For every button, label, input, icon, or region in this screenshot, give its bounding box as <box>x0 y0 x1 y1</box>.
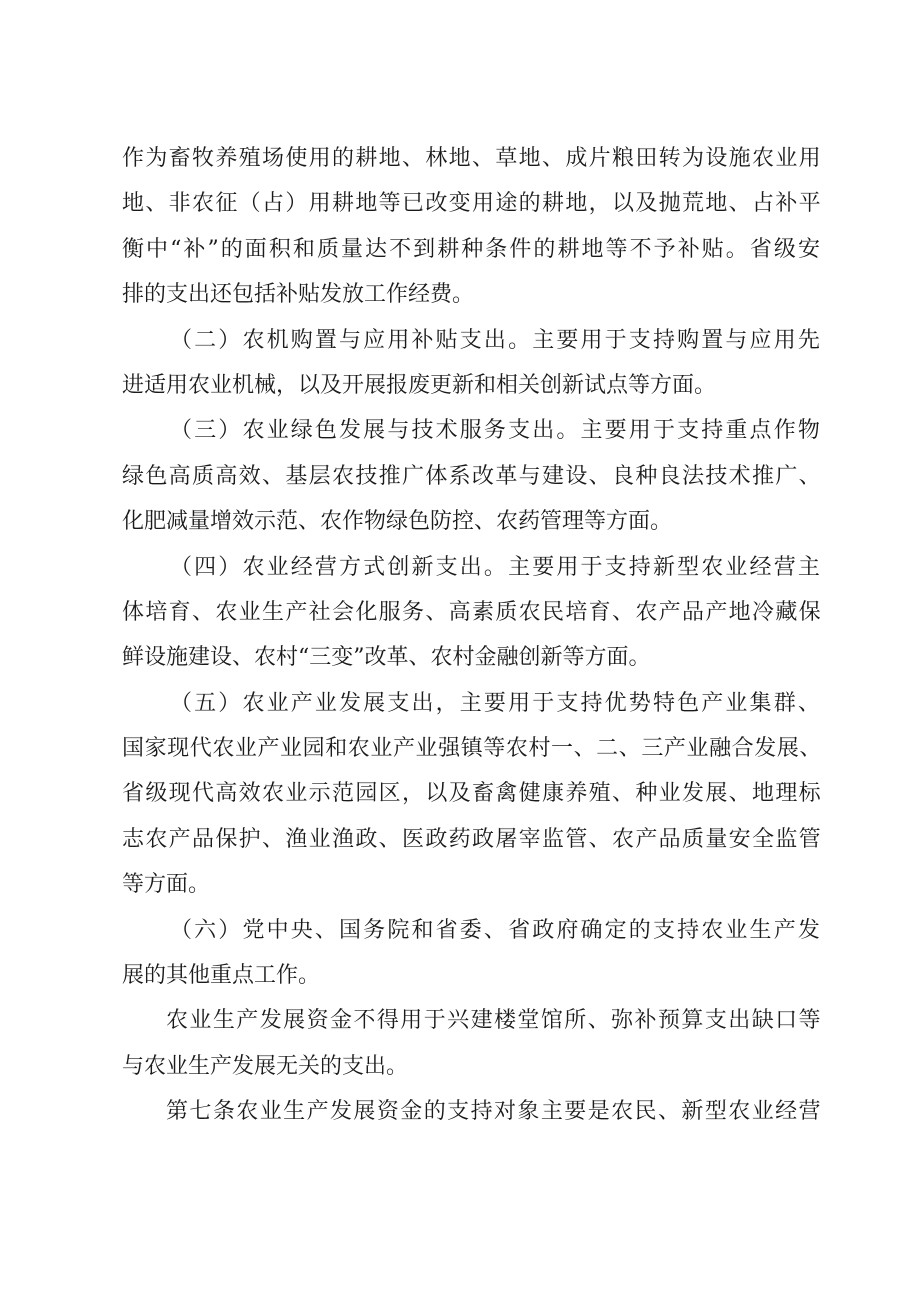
text-line: 衡中“补”的面积和质量达不到耕种条件的耕地等不予补贴。省级安 <box>122 236 822 262</box>
text-line: 鲜设施建设、农村“三变”改革、农村金融创新等方面。 <box>122 645 651 671</box>
text-line: 化肥减量增效示范、农作物绿色防控、农药管理等方面。 <box>122 509 673 535</box>
text-line: 排的支出还包括补贴发放工作经费。 <box>122 282 475 308</box>
text-line: （五）农业产业发展支出，主要用于支持优势特色产业集群、 <box>170 690 822 716</box>
text-line: 第七条农业生产发展资金的支持对象主要是农民、新型农业经营 <box>166 1099 822 1125</box>
text-line: （六）党中央、国务院和省委、省政府确定的支持农业生产发 <box>170 917 822 943</box>
text-line: （四）农业经营方式创新支出。主要用于支持新型农业经营主 <box>170 554 822 580</box>
text-line: 等方面。 <box>122 872 211 898</box>
text-line: 绿色高质高效、基层农技推广体系改革与建设、良种良法技术推广、 <box>122 463 822 489</box>
text-line: 地、非农征（占）用耕地等已改变用途的耕地，以及抛荒地、占补平 <box>122 191 822 217</box>
text-line: 志农产品保护、渔业渔政、医政药政屠宰监管、农产品质量安全监管 <box>122 826 822 852</box>
text-line: 作为畜牧养殖场使用的耕地、林地、草地、成片粮田转为设施农业用 <box>122 146 822 171</box>
text-line: 体培育、农业生产社会化服务、高素质农民培育、农产品产地冷藏保 <box>122 599 822 625</box>
document-body <box>122 136 822 1135</box>
text-line: 进适用农业机械，以及开展报废更新和相关创新试点等方面。 <box>122 372 717 398</box>
text-line: 展的其他重点工作。 <box>122 963 321 989</box>
text-line: （二）农机购置与应用补贴支出。主要用于支持购置与应用先 <box>170 327 822 353</box>
text-line: 与农业生产发展无关的支出。 <box>122 1053 409 1079</box>
text-line: （三）农业绿色发展与技术服务支出。主要用于支持重点作物 <box>170 418 822 444</box>
text-line: 国家现代农业产业园和农业产业强镇等农村一、二、三产业融合发展、 <box>122 736 822 762</box>
text-line: 省级现代高效农业示范园区，以及畜禽健康养殖、种业发展、地理标 <box>122 781 822 807</box>
text-line: 农业生产发展资金不得用于兴建楼堂馆所、弥补预算支出缺口等 <box>166 1008 822 1034</box>
